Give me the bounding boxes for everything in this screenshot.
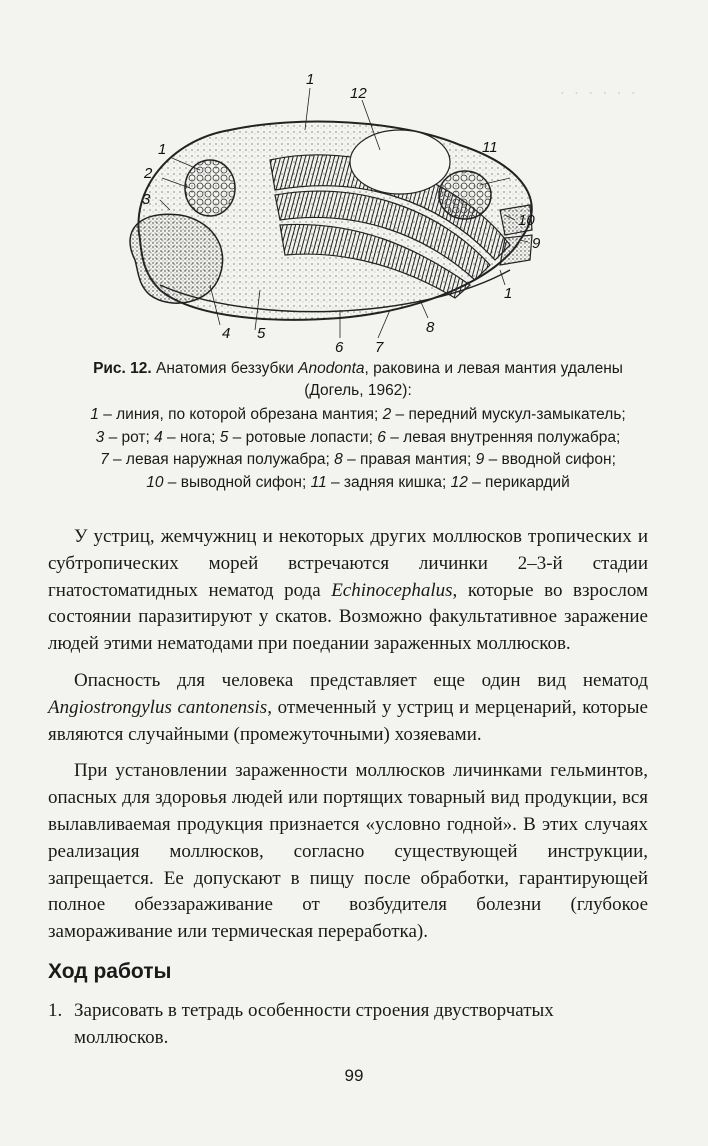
callout-6: 6 xyxy=(335,339,344,356)
paragraph-text: У устриц, жемчужниц и некоторых других моллюсков тропических и субтропических морей встречаются личинки 2–3-й стадии гнатостоматидных нематод рода xyxy=(48,526,648,601)
legend-num: 5 xyxy=(219,428,229,446)
callout-3: 3 xyxy=(142,191,151,208)
callout-1-right-bottom: 1 xyxy=(504,285,513,302)
callout-7: 7 xyxy=(375,339,384,356)
legend-num: 10 xyxy=(146,473,164,491)
legend-line-3 xyxy=(48,449,668,472)
legend-num: 2 xyxy=(382,406,392,423)
paragraph-3: При установлении зараженности моллюсков личинками гельминтов, опасных для здоровья людей или портящих товарный вид продукции, вся вылавливаемая продукция признается «условно годной». В этих случаях реализация моллюсков, согласно существующей инструкции, запрещается. Ее допускают в пищу после обработки, гарантирующей полное обеззараживание от возбудителя болезни (глубокое замораживание или термическая переработка). xyxy=(48,760,648,943)
callout-8: 8 xyxy=(426,319,435,336)
callout-5: 5 xyxy=(257,325,266,342)
legend-num: 6 xyxy=(377,428,386,446)
legend-line-1 xyxy=(48,404,668,427)
bleed-through-text: . . . . . . xyxy=(560,79,636,98)
legend-text: – выводной сифон; xyxy=(163,473,311,491)
legend-text: – задняя кишка; xyxy=(326,473,451,491)
anodonta-illustration xyxy=(100,70,600,360)
legend-text: – ротовые лопасти; xyxy=(228,428,378,446)
legend-line-2 xyxy=(48,427,668,450)
anatomy-figure xyxy=(100,70,600,360)
caption-source: (Догель, 1962): xyxy=(304,382,412,399)
task-text-line2: моллюсков. xyxy=(74,1026,169,1048)
callout-11: 11 xyxy=(482,139,498,156)
paragraph-1 xyxy=(48,524,648,658)
legend-text: – левая наружная полужабра; xyxy=(108,451,335,468)
legend-text: – вводной сифон; xyxy=(484,451,616,468)
callout-2: 2 xyxy=(144,165,153,182)
callout-1-top: 1 xyxy=(306,71,315,88)
legend-num: 4 xyxy=(154,428,163,446)
paragraph-2 xyxy=(48,668,648,748)
legend-text: – передний мускул-замыкатель; xyxy=(391,406,626,423)
legend-num: 8 xyxy=(334,451,343,468)
caption-text-2: , раковина и левая мантия удалены xyxy=(364,360,623,377)
legend-text: – рот; xyxy=(104,428,155,446)
legend-text: – левая внутренняя полужабра; xyxy=(385,428,621,446)
paragraph-text: , которые во взрослом состоянии паразитируют у скатов. Возможно факультативное заражение людей этими нематодами при поедании зараженных моллюсков. xyxy=(48,579,648,655)
section-heading: Ход работы xyxy=(48,960,172,983)
genus-name: Echinocephalus xyxy=(331,579,453,601)
paragraph-text: , отмеченный у устриц и мерценарий, которые являются случайными (промежуточными) хозяевами. xyxy=(48,696,648,745)
legend-num: 3 xyxy=(95,428,105,446)
caption-label: Рис. 12. xyxy=(93,360,152,377)
callout-12: 12 xyxy=(350,85,367,102)
caption-genus: Anodonta xyxy=(298,360,365,377)
legend-num: 1 xyxy=(90,406,99,423)
callout-9: 9 xyxy=(532,235,541,252)
task-number: 1. xyxy=(48,1000,63,1021)
legend-num: 12 xyxy=(450,473,468,491)
legend-text: – перикардий xyxy=(467,473,570,491)
legend-text: – правая мантия; xyxy=(342,451,476,468)
legend-num: 9 xyxy=(475,451,485,468)
legend-line-4 xyxy=(48,472,668,495)
callout-1-left: 1 xyxy=(158,141,167,158)
page-number: 99 xyxy=(344,1066,364,1085)
legend-num: 7 xyxy=(100,451,109,468)
figure-caption xyxy=(48,358,668,402)
task-item xyxy=(48,998,648,1052)
paragraph-text: Опасность для человека представляет еще один вид нематод xyxy=(74,669,648,691)
species-name: Angiostrongylus cantonensis xyxy=(48,696,268,718)
legend-text: – линия, по которой обрезана мантия; xyxy=(98,406,383,423)
caption-text-1: Анатомия беззубки xyxy=(151,360,299,377)
callout-10: 10 xyxy=(518,212,535,229)
legend-num: 11 xyxy=(310,473,327,491)
legend-text: – нога; xyxy=(162,428,220,446)
body-text xyxy=(48,524,648,946)
callout-4: 4 xyxy=(222,325,231,342)
task-text-line1: Зарисовать в тетрадь особенности строения двустворчатых xyxy=(74,1000,554,1021)
figure-legend xyxy=(48,404,668,494)
